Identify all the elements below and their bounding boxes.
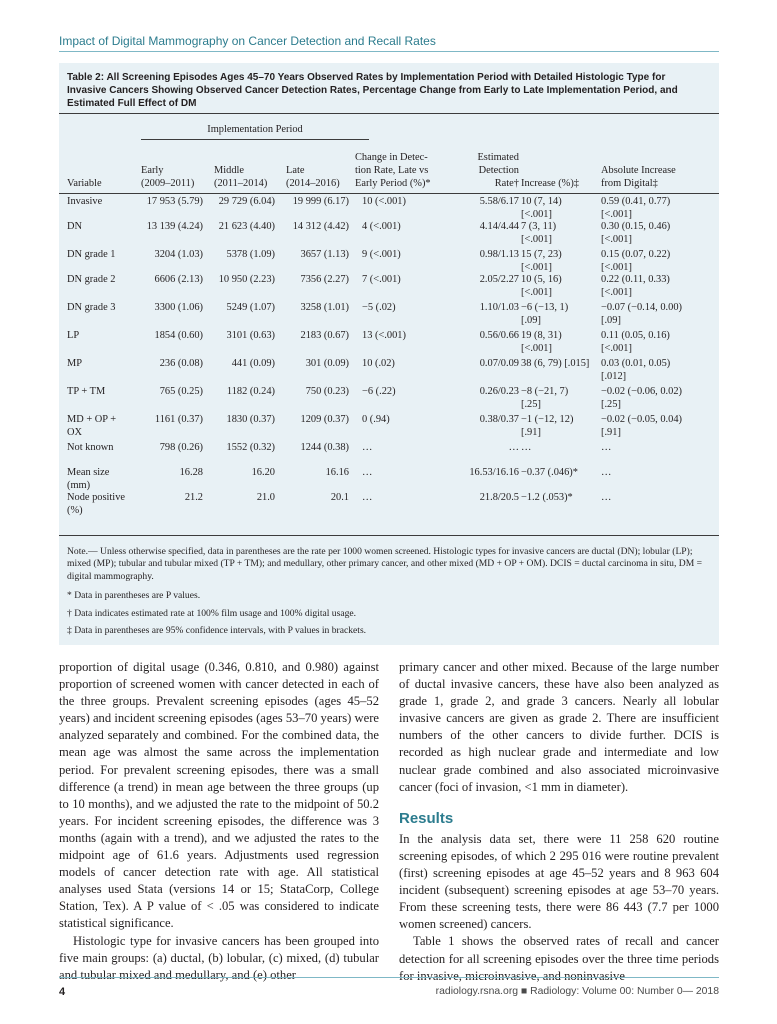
table-cell: 0.07/0.09 [479, 358, 519, 369]
table-cell: 21.2 [184, 492, 203, 503]
table-cell: 5.58/6.17 [479, 196, 519, 207]
column-header: (2011–2014) [214, 178, 268, 189]
table-cell: … [601, 442, 612, 453]
column-header: (2009–2011) [141, 178, 195, 189]
table-cell: … [362, 467, 373, 478]
table-cell: 38 (6, 79) [.015] [521, 358, 590, 369]
group-header: Implementation Period [207, 124, 303, 135]
table-cell: 4 (<.001) [362, 221, 401, 232]
table-cell: [<.001] [601, 262, 632, 273]
table-cell: 1830 (0.37) [226, 414, 275, 425]
table-cell: 0.26/0.23 [479, 386, 519, 397]
table-cell: DN grade 1 [67, 249, 116, 260]
table-cell: TP + TM [67, 386, 106, 397]
table-cell: DN [67, 221, 83, 232]
table-cell: 0.03 (0.01, 0.05) [601, 358, 671, 369]
body-column-left [59, 659, 379, 984]
table-cell: 798 (0.26) [159, 442, 203, 453]
table-cell: 2.05/2.27 [479, 274, 519, 285]
table-cell: −0.02 (−0.05, 0.04) [601, 414, 682, 425]
table-cell: 1161 (0.37) [154, 414, 203, 425]
table-cell: [.012] [601, 371, 627, 382]
table-cell: [.09] [601, 315, 621, 326]
table-cell: 19 (8, 31) [521, 330, 562, 341]
table-cell: 3300 (1.06) [154, 302, 203, 313]
table-cell: −1 (−12, 12) [521, 414, 574, 425]
table-cell: 765 (0.25) [159, 386, 203, 397]
running-head: Impact of Digital Mammography on Cancer Detection and Recall Rates [59, 34, 436, 48]
table-cell: 0.98/1.13 [479, 249, 519, 260]
header-rule [59, 51, 719, 52]
table-cell: 5249 (1.07) [226, 302, 275, 313]
table-cell: 4.14/4.44 [479, 221, 519, 232]
table-cell: [<.001] [521, 209, 552, 220]
table-cell: 21.8/20.5 [479, 492, 519, 503]
table-cell: −8 (−21, 7) [521, 386, 569, 397]
table-caption: Table 2: All Screening Episodes Ages 45–70 Years Observed Rates by Implementation Period with Detailed Histologic Type for Invasive Cancers Showing Observed Cancer Detection Rates, Percentage Change from Early to Late Implementation Period, and Estimated Full Effect of DM [67, 72, 678, 109]
table-cell: 1244 (0.38) [300, 442, 349, 453]
table-cell: 16.28 [179, 467, 203, 478]
table-cell: [.25] [601, 399, 621, 410]
page-number: 4 [59, 986, 66, 998]
table-cell: 13 (<.001) [362, 330, 406, 341]
table-cell: … [601, 467, 612, 478]
table-cell: [.25] [521, 399, 541, 410]
table-cell: 13 139 (4.24) [146, 221, 203, 232]
table-cell: 7 (3, 11) [521, 221, 557, 232]
footer-rule [59, 977, 719, 978]
table-cell: [<.001] [601, 209, 632, 220]
table-cell: [<.001] [601, 287, 632, 298]
table-cell: … [521, 442, 532, 453]
table-cell: [<.001] [521, 287, 552, 298]
table-cell: … [362, 442, 373, 453]
column-header: Early [141, 165, 164, 176]
table-cell: 1182 (0.24) [226, 386, 275, 397]
column-header: tion Rate, Late vs [355, 165, 429, 176]
table-cell: [<.001] [601, 234, 632, 245]
table-cell: … [601, 492, 612, 503]
table-cell: 0.30 (0.15, 0.46) [601, 221, 671, 232]
column-header: Middle [214, 165, 245, 176]
table-cell: 10 (<.001) [362, 196, 406, 207]
table-cell: DN grade 3 [67, 302, 116, 313]
table-cell: MD + OP + [67, 414, 117, 425]
journal-footer: radiology.rsna.org ■ Radiology: Volume 00: Number 0— 2018 [435, 986, 719, 997]
column-header: Variable [67, 178, 102, 189]
table-footnote: * Data in parentheses are P values. [67, 590, 201, 602]
column-header: Absolute Increase [601, 165, 676, 176]
table-cell: 9 (<.001) [362, 249, 401, 260]
table-note: Note.— Unless otherwise specified, data in parentheses are the rate per 1000 women screened. Histologic types for invasive cancers are ductal (DN); lobular (LP); mixed (MP); tubular and tubular mixed (TP + TM); and medullary, other primary cancer, and other mixed (MD + OP + OM). DCIS = ductal carcinoma in situ, DM = digital mammography. [67, 546, 703, 582]
table-cell: 7356 (2.27) [300, 274, 349, 285]
table-cell: −6 (−13, 1) [521, 302, 569, 313]
table-cell: 16.16 [325, 467, 349, 478]
table-cell: OX [67, 427, 83, 438]
table-cell: [.91] [521, 427, 541, 438]
table-cell: DN grade 2 [67, 274, 116, 285]
table-top-rule [59, 113, 719, 114]
table-cell: 15 (7, 23) [521, 249, 562, 260]
paragraph: In the analysis data set, there were 11 258 620 routine screening episodes, of which 2 295 016 were routine prevalent (first) screening episodes at age 45–52 years and 8 963 604 incident (subsequent) screening episodes at age 53–70 years. From these screening tests, there were 86 443 (7.7 per 1000 women screened) cancers. [399, 831, 719, 932]
column-header: Late [286, 165, 305, 176]
table-cell: [<.001] [521, 234, 552, 245]
table-cell: 3657 (1.13) [300, 249, 349, 260]
paragraph: Table 1 shows the observed rates of recall and cancer detection for all screening episodes over the three time periods for invasive, microinvasive, and noninvasive [399, 934, 719, 983]
paragraph: primary cancer and other mixed. Because of the large number of ductal invasive cancers, these have also been analyzed as grade 1, grade 2, and grade 3 cancers. Nearly all lobular invasive cancers are given as grade 2. There are insufficient numbers of the other cancers to divide further. DCIS is recorded as high nuclear grade and intermediate and low nuclear grade combined and also associated microinvasive cancer (foci of invasion, <1 mm in diameter). [399, 660, 719, 794]
table-cell: Not known [67, 442, 114, 453]
column-header: Rate† [494, 178, 519, 189]
table-cell: 236 (0.08) [159, 358, 203, 369]
table-cell: Invasive [67, 196, 103, 207]
table-cell: 0.22 (0.11, 0.33) [601, 274, 670, 285]
table-cell: LP [67, 330, 80, 341]
table-footnote: ‡ Data in parentheses are 95% confidence intervals, with P values in brackets. [67, 625, 367, 637]
table-cell: 0.11 (0.05, 0.16) [601, 330, 670, 341]
table-cell: (mm) [67, 480, 91, 491]
table-cell: −0.37 (.046)* [521, 467, 578, 478]
table-cell: 1209 (0.37) [300, 414, 349, 425]
table-bottom-rule [59, 535, 719, 536]
table-cell: 6606 (2.13) [154, 274, 203, 285]
column-header: from Digital‡ [601, 178, 658, 189]
table-cell: −1.2 (.053)* [521, 492, 573, 503]
column-header: Change in Detec- [355, 152, 428, 163]
table-cell: 2183 (0.67) [300, 330, 349, 341]
table-cell: Mean size [67, 467, 110, 478]
column-header: Estimated [477, 152, 519, 163]
table-cell: 0.56/0.66 [479, 330, 519, 341]
table-cell: [<.001] [601, 343, 632, 354]
table-cell: −5 (.02) [362, 302, 396, 313]
table-cell: 10 (7, 14) [521, 196, 562, 207]
table-cell: Node positive [67, 492, 126, 503]
table-cell: 10 (5, 16) [521, 274, 562, 285]
table-cell: (%) [67, 505, 83, 516]
group-header-rule [141, 139, 369, 140]
table-footnote: † Data indicates estimated rate at 100% film usage and 100% digital usage. [67, 607, 357, 619]
table-cell: −6 (.22) [362, 386, 396, 397]
table-cell: [.91] [601, 427, 621, 438]
table-cell: 1854 (0.60) [154, 330, 203, 341]
table-cell: 21.0 [256, 492, 275, 503]
table-cell: 1.10/1.03 [479, 302, 519, 313]
table-cell: 1552 (0.32) [226, 442, 275, 453]
results-heading: Results [399, 809, 454, 827]
table-cell: 10 950 (2.23) [218, 274, 275, 285]
table-cell: 441 (0.09) [231, 358, 275, 369]
table-cell: 301 (0.09) [305, 358, 349, 369]
paragraph: proportion of digital usage (0.346, 0.810, and 0.980) against proportion of screened women with cancer detected in each of the three groups. Prevalent screening episodes (ages 45–52 years) and incident screening episodes (ages 53–70 years) were analyzed separately and combined. For the combined data, the mean age was almost the same across the implementation period. For prevalent screening episodes, there was a small difference (a trend) in mean age between the three groups (up to 10 months), and we adjusted the rate to the midpoint of 50.2 years. For incident screening episodes, the difference was 3 months (again with a trend), and we adjusted the rates to the midpoint age of 61.6 years. Adjustments used regression models of cancer detection rate with age. All statistical analyses used Stata (versions 14 or 15; StataCorp, College Station, Tex). A P value of < .05 was considered to indicate statistical significance. [59, 660, 379, 931]
table-cell: 16.53/16.16 [469, 467, 519, 478]
header-bottom-rule [59, 193, 719, 194]
table-cell: 14 312 (4.42) [292, 221, 349, 232]
table-cell: [<.001] [521, 262, 552, 273]
column-header: Detection [478, 165, 519, 176]
table-cell: 750 (0.23) [305, 386, 349, 397]
table-cell: [.09] [521, 315, 541, 326]
table-cell: 16.20 [251, 467, 275, 478]
table-cell: 0 (.94) [362, 414, 390, 425]
column-header: Early Period (%)* [355, 178, 431, 189]
table-cell: 29 729 (6.04) [218, 196, 275, 207]
table-cell: 7 (<.001) [362, 274, 401, 285]
table-cell: MP [67, 358, 83, 369]
table-cell: 5378 (1.09) [226, 249, 275, 260]
table-cell: 3204 (1.03) [154, 249, 203, 260]
table-cell: 20.1 [330, 492, 349, 503]
table-cell: 19 999 (6.17) [292, 196, 349, 207]
table-cell: [<.001] [521, 343, 552, 354]
table-cell: 3101 (0.63) [226, 330, 275, 341]
table-cell: 0.59 (0.41, 0.77) [601, 196, 671, 207]
table-cell: … [508, 442, 519, 453]
table-cell: 0.15 (0.07, 0.22) [601, 249, 671, 260]
column-header: (2014–2016) [286, 178, 340, 189]
table-2 [59, 63, 719, 645]
column-header: Increase (%)‡ [521, 178, 579, 189]
table-cell: … [362, 492, 373, 503]
body-column-right [399, 659, 719, 985]
table-cell: 21 623 (4.40) [218, 221, 275, 232]
table-cell: 3258 (1.01) [300, 302, 349, 313]
paragraph: Histologic type for invasive cancers has been grouped into five main groups: (a) ductal, (b) lobular, (c) mixed, (d) tubular and tubular mixed and medullary, and (e) other [59, 933, 379, 982]
table-cell: 17 953 (5.79) [146, 196, 203, 207]
table-cell: −0.02 (−0.06, 0.02) [601, 386, 682, 397]
table-cell: 10 (.02) [362, 358, 395, 369]
table-cell: −0.07 (−0.14, 0.00) [601, 302, 682, 313]
table-notes [67, 546, 713, 642]
table-cell: 0.38/0.37 [479, 414, 519, 425]
